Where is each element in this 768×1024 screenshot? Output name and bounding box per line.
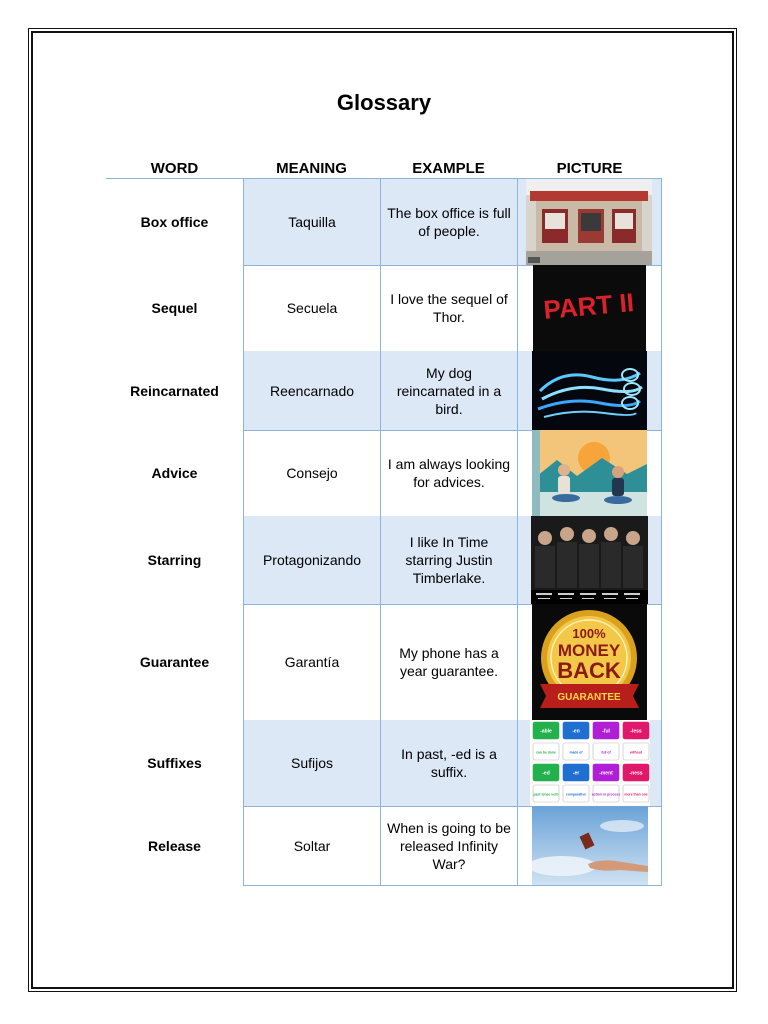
picture-cell	[517, 265, 662, 351]
suffix-card-text: past tense verb	[533, 792, 559, 797]
row-divider	[243, 885, 662, 886]
picture-cell	[517, 351, 662, 430]
page-title: Glossary	[336, 90, 432, 115]
band-photo-icon	[531, 516, 648, 604]
meaning-cell: Garantía	[243, 604, 380, 720]
word-cell: Guarantee	[139, 654, 210, 670]
meaning-cell: Soltar	[243, 806, 380, 885]
suffix-cards-icon	[530, 720, 650, 806]
svg-text:BACK: BACK	[557, 658, 621, 683]
table-row	[106, 516, 662, 604]
header-meaning: MEANING	[276, 160, 347, 177]
suffix-card-text: -less	[630, 728, 642, 735]
meaning-cell: Secuela	[243, 265, 380, 351]
suffix-card-text: -er	[572, 770, 580, 777]
suffix-card-text: without	[629, 750, 643, 755]
box-office-photo-icon	[526, 179, 652, 265]
spirit-bodies-icon	[532, 351, 647, 430]
suffix-card-text: full of	[601, 750, 611, 755]
example-cell: I like In Time starring Justin Timberlake.	[380, 516, 517, 604]
picture-cell	[517, 720, 662, 806]
word-cell: Release	[148, 837, 201, 854]
example-cell: My dog reincarnated in a bird.	[380, 351, 517, 430]
picture-cell	[517, 516, 662, 604]
svg-text:MONEY: MONEY	[557, 641, 621, 660]
example-cell: I love the sequel of Thor.	[380, 265, 517, 351]
suffix-card-text: -ful	[602, 728, 610, 735]
suffix-card-text: can be done	[536, 750, 556, 755]
svg-text:GUARANTEE: GUARANTEE	[557, 692, 621, 703]
word-cell: Advice	[151, 465, 198, 481]
meaning-cell: Sufijos	[243, 720, 380, 806]
table-row	[106, 351, 662, 430]
picture-cell	[517, 430, 662, 516]
suffix-card-text: -ness	[629, 770, 643, 777]
word-cell: Box office	[140, 214, 209, 230]
example-cell: When is going to be released Infinity War?	[380, 806, 517, 885]
money-back-badge-icon	[532, 604, 647, 720]
suffix-card-text: -en	[572, 728, 580, 735]
two-people-talking-icon	[532, 430, 647, 516]
meaning-cell: Protagonizando	[243, 516, 380, 604]
suffix-card-text: -able	[540, 728, 552, 735]
example-cell: I am always looking for advices.	[380, 430, 517, 516]
word-cell: Starring	[147, 552, 202, 568]
table-row	[106, 430, 662, 516]
suffix-card-text: -ment	[599, 770, 613, 777]
part-ii-text: PART II	[542, 287, 636, 325]
suffix-card-text: more than one	[624, 792, 648, 797]
part-ii-title-icon	[533, 265, 646, 351]
word-cell: Sequel	[151, 300, 198, 316]
meaning-cell: Taquilla	[243, 179, 380, 265]
picture-cell	[517, 806, 662, 885]
table-row	[106, 265, 662, 351]
picture-cell	[517, 179, 662, 265]
svg-text:100%: 100%	[572, 626, 606, 641]
word-cell: Reincarnated	[130, 382, 219, 399]
header-example: EXAMPLE	[412, 160, 485, 177]
table-row	[106, 179, 662, 265]
example-cell: The box office is full of people.	[380, 179, 517, 265]
suffix-card-text: made of	[569, 750, 583, 755]
header-picture: PICTURE	[556, 160, 623, 177]
example-cell: My phone has a year guarantee.	[380, 604, 517, 720]
hand-releasing-object-icon	[532, 806, 648, 885]
word-cell: Suffixes	[147, 755, 202, 771]
meaning-cell: Reencarnado	[243, 351, 380, 430]
table-row	[106, 720, 662, 806]
suffix-card-text: -ed	[542, 770, 550, 777]
example-cell: In past, -ed is a suffix.	[380, 720, 517, 806]
table-row	[106, 806, 662, 885]
table-row	[106, 604, 662, 720]
suffix-card-text: comparative	[566, 792, 586, 797]
picture-cell	[517, 604, 662, 720]
header-word: WORD	[150, 160, 199, 177]
suffix-card-text: action or process	[591, 792, 621, 797]
meaning-cell: Consejo	[243, 430, 380, 516]
